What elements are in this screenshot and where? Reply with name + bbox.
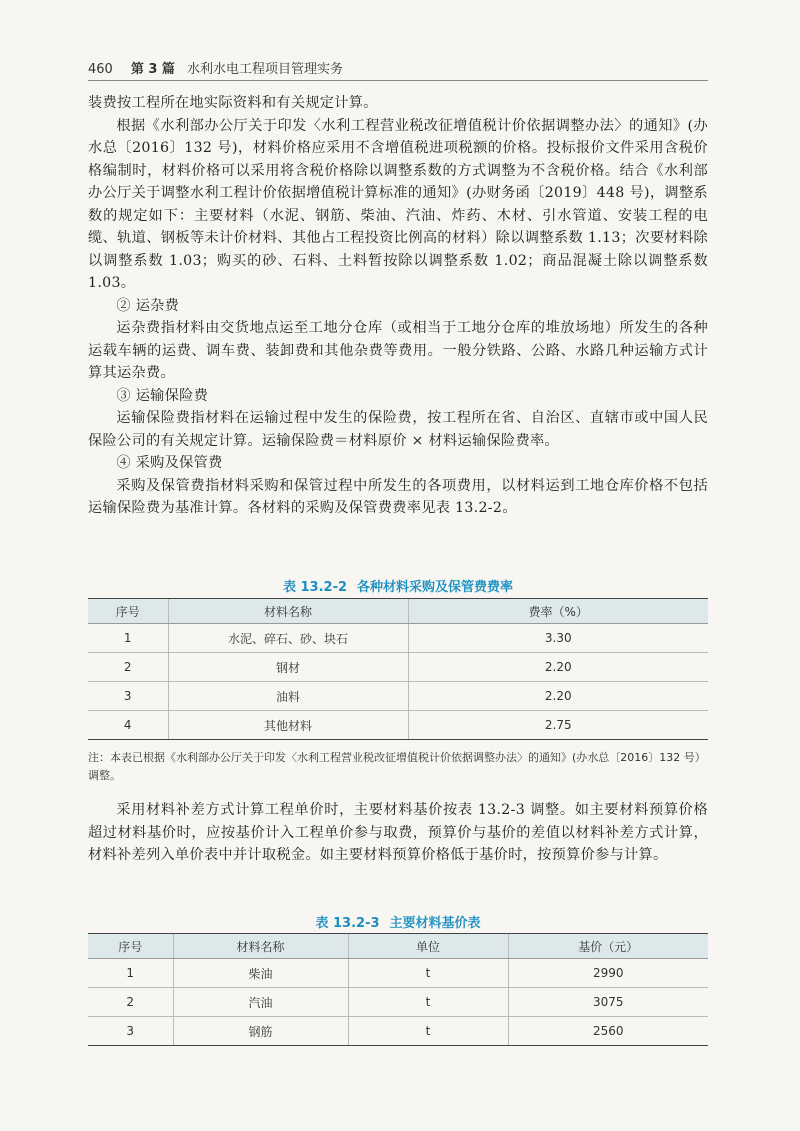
table-cell: 钢材 (168, 653, 408, 682)
paragraph: 采用材料补差方式计算工程单价时，主要材料基价按表 13.2-3 调整。如主要材料预算价格超过材料基价时，应按基价计入工程单价参与取费，预算价与基价的差值以材料补差方式计算，材料补差列入单价表中并计取税金。如主要材料预算价格低于基价时，按预算价参与计算。 (88, 802, 708, 863)
table-cell: 柴油 (173, 959, 348, 988)
column-header: 序号 (88, 599, 168, 624)
table-cell: 3 (88, 1017, 173, 1046)
table-cell: 2990 (508, 959, 708, 988)
table-number: 表 13.2-2 (282, 580, 348, 595)
table-footnote: 注：本表已根据《水利部办公厅关于印发〈水利工程营业税改征增值税计价依据调整办法〉的通知》(办水总〔2016〕132 号）调整。 (88, 751, 706, 782)
column-header: 单位 (348, 934, 508, 959)
table-caption (88, 912, 708, 931)
paragraph: 采购及保管费指材料采购和保管过程中所发生的各项费用，以材料运到工地仓库价格不包括运输保险费为基准计算。各材料的采购及保管费费率见表 13.2-2。 (88, 477, 708, 516)
table-cell: 2 (88, 988, 173, 1017)
table-cell: 3075 (508, 988, 708, 1017)
table-title: 各种材料采购及保管费费率 (357, 580, 514, 595)
table-row (88, 1017, 708, 1046)
header-divider (88, 80, 708, 81)
column-header: 材料名称 (173, 934, 348, 959)
table-cell: t (348, 1017, 508, 1046)
table-cell: 2560 (508, 1017, 708, 1046)
table-cell: 钢筋 (173, 1017, 348, 1046)
body-text-bottom (88, 799, 708, 867)
table-header-row (88, 599, 708, 624)
column-header: 基价（元） (508, 934, 708, 959)
table-row (88, 653, 708, 682)
table-cell: 4 (88, 711, 168, 740)
table-number: 表 13.2-3 (315, 916, 380, 931)
subheading-freight: ② 运杂费 (116, 297, 180, 314)
table-row (88, 624, 708, 653)
paragraph: 运杂费指材料由交货地点运至工地分仓库（或相当于工地分仓库的堆放场地）所发生的各种运载车辆的运费、调车费、装卸费和其他杂费等费用。一般分铁路、公路、水路几种运输方式计算其运杂费。 (88, 320, 708, 381)
subheading-insurance: ③ 运输保险费 (116, 387, 209, 404)
table-cell: 汽油 (173, 988, 348, 1017)
table-cell: 2.20 (408, 682, 708, 711)
book-title: 水利水电工程项目管理实务 (186, 62, 343, 77)
base-price-table (88, 933, 708, 1046)
table-cell: 2.20 (408, 653, 708, 682)
table-row (88, 988, 708, 1017)
procurement-rate-table (88, 598, 708, 740)
table-header-row (88, 934, 708, 959)
subheading-procurement: ④ 采购及保管费 (116, 455, 223, 471)
table-cell: 油料 (168, 682, 408, 711)
body-text-top (88, 92, 708, 520)
table-cell: 3.30 (408, 624, 708, 653)
table-cell: 2 (88, 653, 168, 682)
paragraph: 根据《水利部办公厅关于印发〈水利工程营业税改征增值税计价依据调整办法〉的通知》(办水总〔2016〕132 号)，材料价格应采用不含增值税进项税额的价格。投标报价文件采用含税价格编制时，材料价格可以采用将含税价格除以调整系数的方式调整为不含税价格。结合《水利部办公厅关于调整水利工程计价依据增值税计算标准的通知》(办财务函〔2019〕448 号)，调整系数的规定如下：主要材料（水泥、钢筋、柴油、汽油、炸药、木材、引水管道、安装工程的电缆、轨道、钢板等未计价材料、其他占工程投资比例高的材料）除以调整系数 1.13；次要材料除以调整系数 1.03；购买的砂、石料、土料暂按除以调整系数 1.02；商品混凝土除以调整系数 1.03。 (88, 117, 708, 291)
table-cell: 其他材料 (168, 711, 408, 740)
table-cell: 2.75 (408, 711, 708, 740)
table-caption (88, 576, 708, 595)
table-cell: 水泥、碎石、砂、块石 (168, 624, 408, 653)
table-cell: t (348, 959, 508, 988)
table-row (88, 682, 708, 711)
table-cell: 1 (88, 624, 168, 653)
table-row (88, 711, 708, 740)
part-label: 第 3 篇 (130, 62, 175, 77)
column-header: 材料名称 (168, 599, 408, 624)
paragraph: 运输保险费指材料在运输过程中发生的保险费，按工程所在省、自治区、直辖市或中国人民保险公司的有关规定计算。运输保险费＝材料原价 × 材料运输保险费率。 (88, 410, 708, 449)
table-cell: t (348, 988, 508, 1017)
page-number: 460 (88, 62, 113, 77)
running-header (88, 58, 708, 77)
column-header: 费率（%） (408, 599, 708, 624)
table-title: 主要材料基价表 (389, 916, 481, 931)
paragraph: 装费按工程所在地实际资料和有关规定计算。 (88, 95, 378, 111)
table-row (88, 959, 708, 988)
column-header: 序号 (88, 934, 173, 959)
table-cell: 1 (88, 959, 173, 988)
table-cell: 3 (88, 682, 168, 711)
